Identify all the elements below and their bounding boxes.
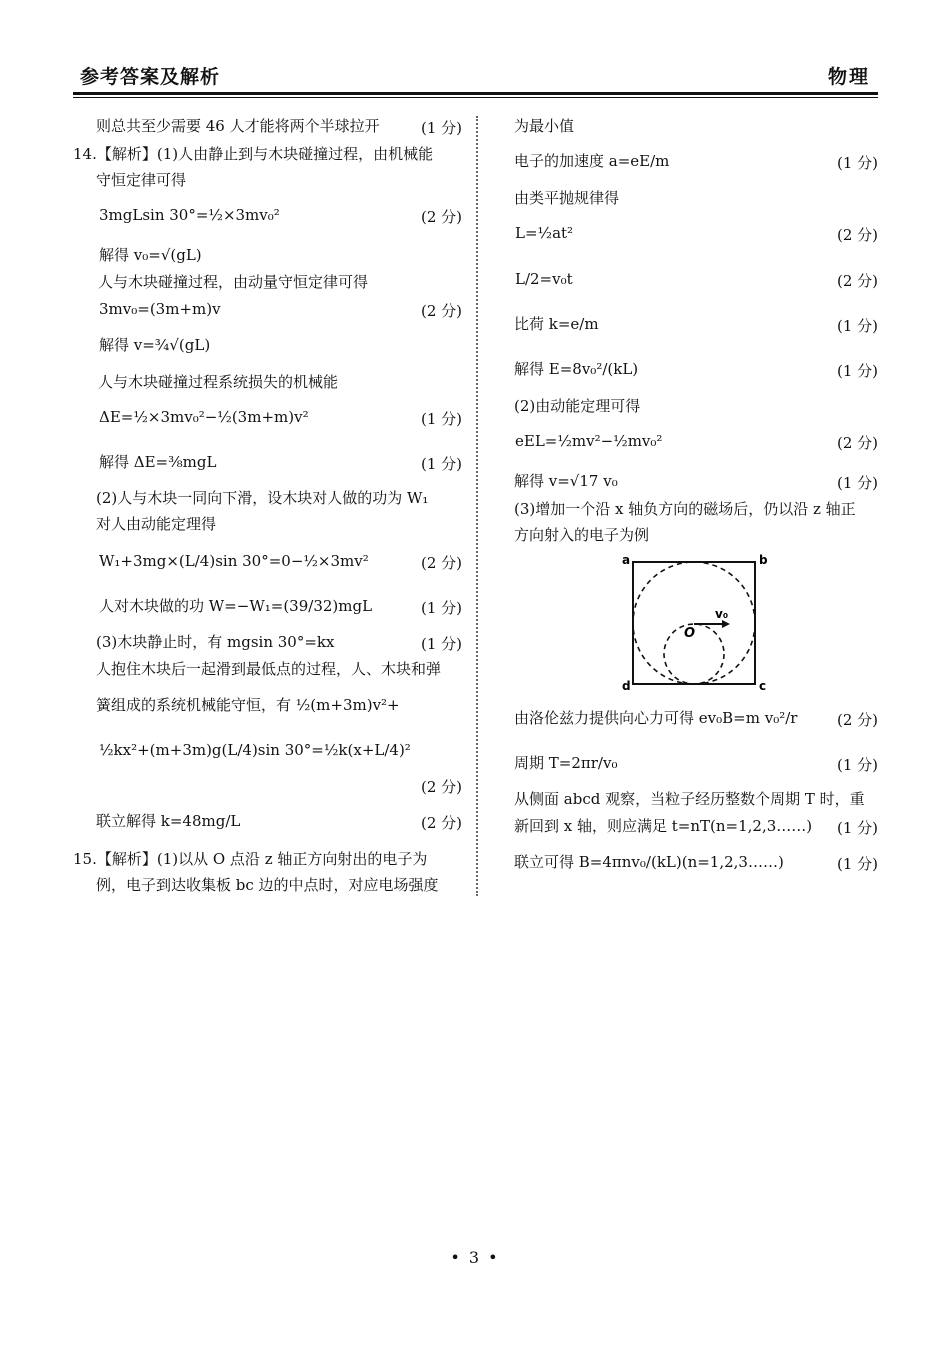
- text-line: 人抱住木块后一起滑到最低点的过程，人、木块和弹: [96, 660, 442, 678]
- text-line: 由类平抛规律得: [514, 189, 620, 207]
- score: (2 分): [420, 778, 462, 796]
- score: (2 分): [420, 814, 462, 832]
- equation: W₁+3mg×(L/4)sin 30°=0−½×3mv²: [99, 552, 369, 570]
- score: (1 分): [420, 119, 462, 137]
- text-line: 守恒定律可得: [96, 171, 187, 189]
- text-line: 则总共至少需要 46 人才能将两个半球拉开: [96, 117, 380, 135]
- header-subject: 物理: [827, 66, 870, 88]
- score: (2 分): [420, 302, 462, 320]
- equation: L/2=v₀t: [515, 270, 573, 288]
- text-line: 例，电子到达收集板 bc 边的中点时，对应电场强度: [96, 876, 439, 894]
- page-number: • 3 •: [450, 1248, 500, 1267]
- text-line: (3)增加一个沿 x 轴负方向的磁场后，仍以沿 z 轴正: [514, 500, 856, 518]
- score: (2 分): [836, 226, 878, 244]
- equation: 比荷 k=e/m: [514, 315, 599, 333]
- equation: 电子的加速度 a=eE/m: [514, 152, 670, 170]
- text-line: 14.【解析】(1)人由静止到与木块碰撞过程，由机械能: [73, 145, 434, 163]
- equation: 解得 v=¾√(gL): [99, 336, 211, 354]
- text-line: 方向射入的电子为例: [514, 526, 650, 544]
- text-line: 新回到 x 轴，则应满足 t=nT(n=1,2,3……): [514, 817, 813, 835]
- score: (2 分): [836, 434, 878, 452]
- equation: eEL=½mv²−½mv₀²: [515, 432, 663, 450]
- equation: ½kx²+(m+3m)g(L/4)sin 30°=½k(x+L/4)²: [99, 741, 411, 759]
- score: (1 分): [836, 317, 878, 335]
- text-line: 簧组成的系统机械能守恒，有 ½(m+3m)v²+: [96, 696, 400, 714]
- equation: 联立解得 k=48mg/L: [96, 812, 241, 830]
- score: (1 分): [420, 635, 462, 653]
- label-origin: O: [684, 626, 696, 641]
- score: (2 分): [420, 208, 462, 226]
- score: (2 分): [420, 554, 462, 572]
- equation: 解得 E=8v₀²/(kL): [514, 360, 639, 378]
- equation: L=½at²: [515, 224, 574, 242]
- text-line: 人与木块碰撞过程系统损失的机械能: [98, 373, 339, 391]
- text-line: 人与木块碰撞过程，由动量守恒定律可得: [98, 273, 369, 291]
- equation: ΔE=½×3mv₀²−½(3m+m)v²: [99, 408, 309, 426]
- text-line: 15.【解析】(1)以从 O 点沿 z 轴正方向射出的电子为: [73, 850, 428, 868]
- equation: 由洛伦兹力提供向心力可得 ev₀B=m v₀²/r: [514, 709, 798, 727]
- magnetic-field-figure: [618, 552, 778, 697]
- score: (1 分): [836, 819, 878, 837]
- score: (1 分): [836, 362, 878, 380]
- label-velocity: v₀: [715, 607, 729, 621]
- equation: 周期 T=2πr/v₀: [514, 754, 618, 772]
- text-line: (3)木块静止时，有 mgsin 30°=kx: [96, 633, 335, 651]
- score: (1 分): [420, 455, 462, 473]
- header-rule-thin: [73, 97, 878, 98]
- equation: 解得 ΔE=⅜mgL: [99, 453, 217, 471]
- text-line: 为最小值: [514, 117, 575, 135]
- label-c: c: [759, 679, 767, 693]
- arrow-head: [722, 620, 730, 628]
- header-title: 参考答案及解析: [80, 66, 221, 88]
- label-b: b: [759, 553, 768, 567]
- equation: 解得 v=√17 v₀: [514, 472, 618, 490]
- score: (1 分): [836, 756, 878, 774]
- equation: 人对木块做的功 W=−W₁=(39/32)mgL: [99, 597, 373, 615]
- score: (1 分): [836, 154, 878, 172]
- text-line: (2)由动能定理可得: [514, 397, 641, 415]
- equation: 解得 v₀=√(gL): [99, 246, 202, 264]
- score: (1 分): [420, 410, 462, 428]
- text-line: (2)人与木块一同向下滑，设木块对人做的功为 W₁: [96, 489, 429, 507]
- equation: 3mv₀=(3m+m)v: [99, 300, 221, 318]
- column-divider: [476, 116, 478, 896]
- label-d: d: [622, 679, 631, 693]
- score: (1 分): [836, 474, 878, 492]
- equation: 3mgLsin 30°=½×3mv₀²: [99, 206, 280, 224]
- equation: 联立可得 B=4πnv₀/(kL)(n=1,2,3……): [514, 853, 784, 871]
- text-line: 从侧面 abcd 观察，当粒子经历整数个周期 T 时，重: [514, 790, 865, 808]
- text-line: 对人由动能定理得: [96, 515, 217, 533]
- header-rule: [73, 92, 878, 95]
- label-a: a: [622, 553, 631, 567]
- score: (2 分): [836, 711, 878, 729]
- score: (1 分): [420, 599, 462, 617]
- score: (1 分): [836, 855, 878, 873]
- score: (2 分): [836, 272, 878, 290]
